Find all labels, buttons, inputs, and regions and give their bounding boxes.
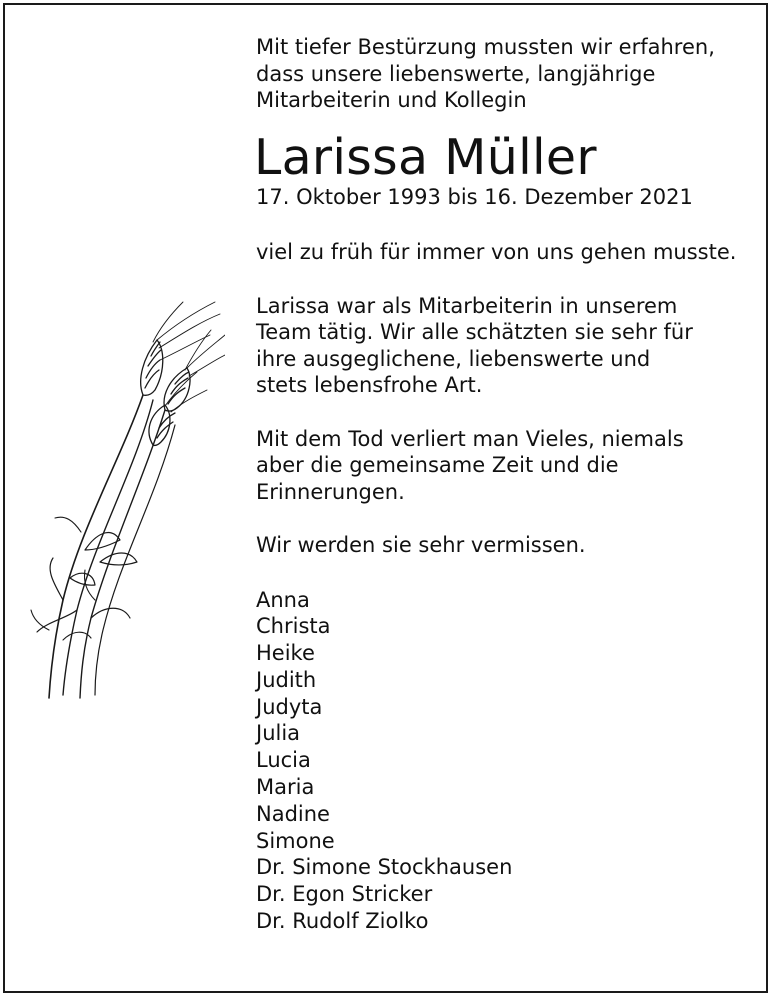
signatory: Judith — [256, 667, 317, 692]
tribute-line: Larissa war als Mitarbeiterin in unserem — [256, 293, 678, 318]
signatory: Judyta — [256, 694, 323, 719]
tribute-line: Team tätig. Wir alle schätzten sie sehr für — [256, 320, 693, 344]
signatory: Simone — [256, 828, 335, 853]
tribute-paragraph — [256, 293, 756, 399]
life-dates: 17. Oktober 1993 bis 16. Dezember 2021 — [256, 184, 693, 209]
passing-line: viel zu früh für immer von uns gehen musste. — [256, 240, 737, 264]
signatory: Dr. Simone Stockhausen — [256, 855, 513, 880]
signatory: Maria — [256, 775, 315, 800]
quote-paragraph — [256, 426, 756, 506]
signatory: Anna — [256, 587, 310, 612]
signatory: Heike — [256, 641, 315, 666]
intro-line: Mitarbeiterin und Kollegin — [256, 88, 527, 112]
signatory: Dr. Egon Stricker — [256, 882, 433, 907]
farewell-line: Wir werden sie sehr vermissen. — [256, 533, 586, 557]
tribute-line: stets lebensfrohe Art. — [256, 373, 483, 397]
signatory: Lucia — [256, 748, 311, 773]
signatory: Christa — [256, 614, 331, 639]
deceased-name: Larissa Müller — [254, 128, 597, 186]
signatory: Nadine — [256, 801, 330, 826]
intro-line: dass unsere liebenswerte, langjährige — [256, 61, 656, 86]
tribute-line: ihre ausgeglichene, liebenswerte und — [256, 346, 651, 371]
signatory: Julia — [256, 721, 301, 746]
signatories-list — [256, 587, 756, 935]
wheat-ears-icon — [25, 300, 225, 710]
notice-text — [256, 34, 756, 935]
quote-line: aber die gemeinsame Zeit und die — [256, 453, 619, 477]
quote-line: Erinnerungen. — [256, 479, 405, 504]
quote-line: Mit dem Tod verliert man Vieles, niemals — [256, 426, 684, 451]
signatory: Dr. Rudolf Ziolko — [256, 909, 429, 934]
intro-paragraph — [256, 34, 756, 114]
intro-line: Mit tiefer Bestürzung mussten wir erfahren, — [256, 35, 715, 59]
